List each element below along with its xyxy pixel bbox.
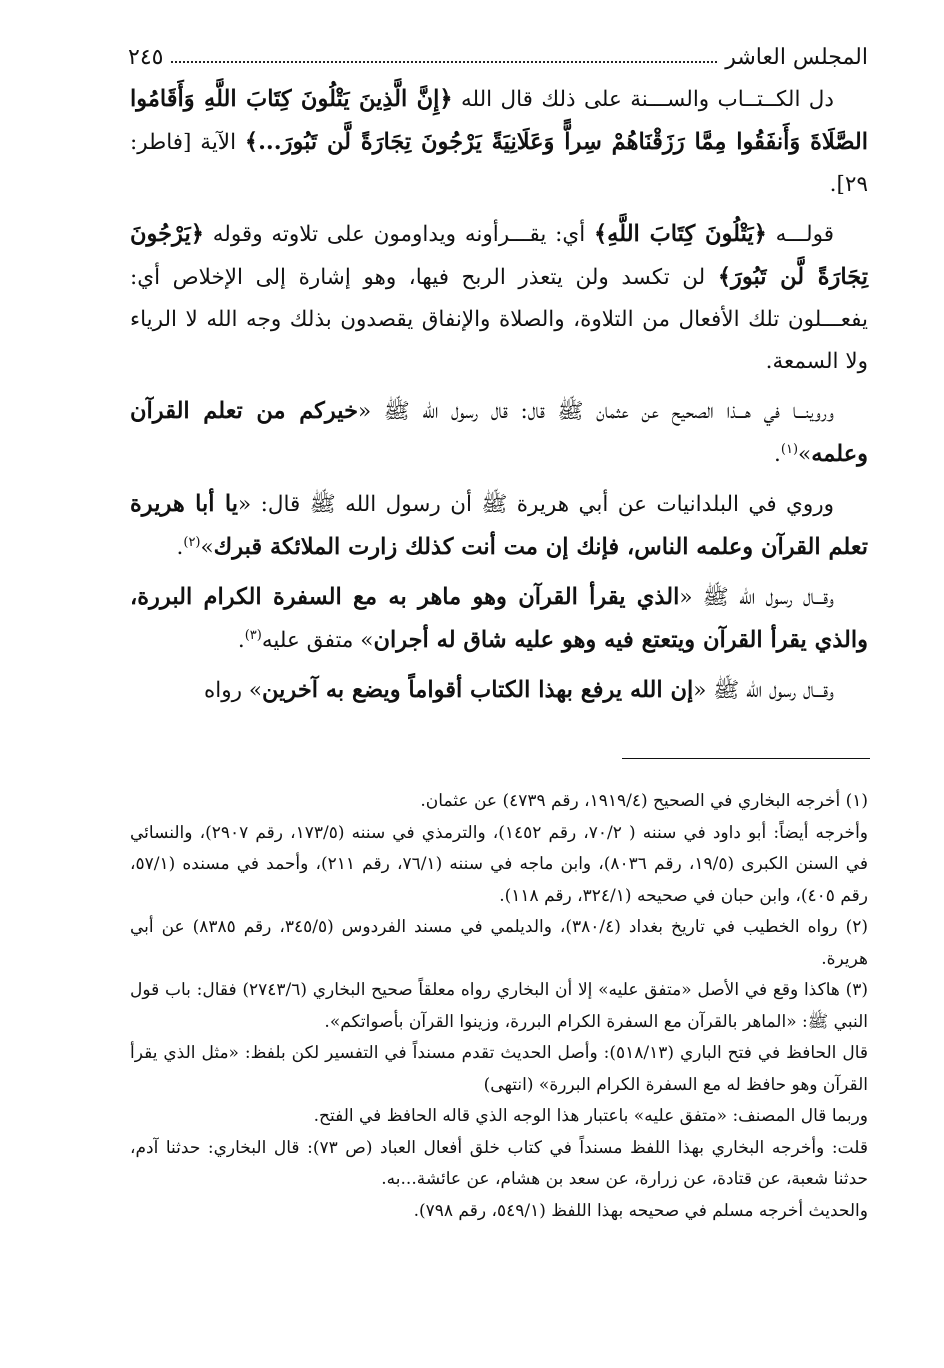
- page-header: [128, 36, 868, 70]
- body-paragraph: [130, 576, 868, 662]
- text-run: قولـــه: [766, 222, 834, 247]
- text-run: أي: يقـــرأونه ويداومون على تلاوته وقوله: [203, 222, 594, 247]
- text-run: .: [774, 442, 781, 467]
- footnote-line: قلت: وأخرجه البخاري بهذا اللفظ مسنداً في كتاب خلق أفعال العباد (ص ٧٣): قال البخاري: حدثنا آدم، حدثنا شعبة، عن قتادة، عن زرارة، عن سعد بن هشام، عن عائشة...به.: [130, 1137, 868, 1189]
- text-run: الآية [فاطر: ٢٩].: [130, 130, 868, 197]
- text-run: »: [798, 442, 812, 467]
- text-run: دل الكــتــاب والســـنة على ذلك قال الله: [452, 87, 835, 112]
- page-number: ٢٤٥: [128, 45, 164, 70]
- body-paragraph: [130, 669, 868, 712]
- text-run: وقـــال رسول الله ﷺ «: [693, 678, 834, 703]
- body-paragraph: [130, 78, 868, 206]
- footnote-line: (١) أخرجه البخاري في الصحيح (١٩١٩/٤، رقم ٤٧٣٩) عن عثمان.: [420, 791, 868, 811]
- footnote-line: وربما قال المصنف: «متفق عليه» باعتبار هذا الوجه الذي قاله الحافظ في الفتح.: [313, 1106, 868, 1126]
- body-paragraph: [130, 213, 868, 383]
- running-title: المجلس العاشر: [725, 45, 868, 70]
- footnote-line: (٣) هاكذا وقع في الأصل «متفق عليه» إلا أن البخاري رواه معلقاً صحيح البخاري (٢٧٤٣/٦) فقال: باب قول النبي ﷺ: «الماهر بالقرآن مع السفرة الكرام البررة، وزينوا القرآن بأصواتكم».: [130, 980, 868, 1032]
- quoted-text: ﴿إِنَّ الَّذِينَ يَتْلُونَ كِتَابَ اللَّهِ وَأَقَامُوا الصَّلَاةَ وَأَنفَقُوا مِمَّا رَزَقْنَاهُمْ سِراًّ وَعَلَانِيَةً يَرْجُونَ تِجَارَةً لَّن تَبُورَ...﴾: [130, 86, 868, 155]
- footnote-line: قال الحافظ في فتح الباري (٥١٨/١٣): وأصل الحديث تقدم مسنداً في التفسير لكن بلفظ: «مثل الذي يقرأ القرآن وهو حافظ له مع السفرة الكرام البررة» (انتهى): [130, 1043, 868, 1095]
- text-run: .: [176, 535, 184, 560]
- footnotes: [130, 786, 868, 1227]
- footnote-marker: (١): [780, 441, 799, 457]
- text-run: وروينـــا في هـــذا الصحيح عن عثمان ﷺ قال: قال رسول الله ﷺ «: [358, 399, 834, 424]
- quoted-text: ﴿يَرْجُونَ تِجَارَةً لَّن تَبُورَ﴾: [130, 221, 868, 290]
- footnote-line: والحديث أخرجه مسلم في صحيحه بهذا اللفظ (٥٤٩/١، رقم ٧٩٨).: [413, 1200, 868, 1221]
- text-run: » رواه: [204, 678, 263, 703]
- quoted-text: الذي يقرأ القرآن وهو ماهر به مع السفرة الكرام البررة، والذي يقرأ القرآن ويتعتع فيه وهو عليه شاق له أجران: [130, 584, 868, 653]
- text-run: » متفق عليه: [261, 628, 374, 653]
- text-run: .: [237, 628, 245, 653]
- footnote-marker: (٢): [183, 534, 201, 550]
- body-paragraph: [130, 390, 868, 476]
- body-paragraph: [130, 483, 868, 569]
- quoted-text: إن الله يرفع بهذا الكتاب أقواماً ويضع به آخرين: [262, 677, 694, 703]
- main-text: [130, 78, 868, 719]
- quoted-text: يا أبا هريرة تعلم القرآن وعلمه الناس، فإنك إن مت أنت كذلك زارت الملائكة قبرك: [130, 491, 868, 560]
- footnote-separator: [622, 758, 870, 759]
- quoted-text: خيركم من تعلم القرآن وعلمه: [130, 398, 868, 467]
- text-run: لن تكسد ولن يتعذر الربح فيها، وهو إشارة إلى الإخلاص أي: يفعـــلون تلك الأفعال من التلاوة، والصلاة والإنفاق يقصدون بذلك وجه الله لا الرياء ولا السمعة.: [130, 265, 868, 374]
- quoted-text: ﴿يَتْلُونَ كِتَابَ اللَّهِ﴾: [594, 221, 767, 247]
- text-run: وروي في البلدانيات عن أبي هريرة ﷺ أن رسول الله ﷺ قال: «: [238, 492, 834, 517]
- footnote-line: وأخرجه أيضاً: أبو داود في سننه ( ٧٠/٢، رقم ١٤٥٢)، والترمذي في سننه (١٧٣/٥، رقم ٢٩٠٧)، والنسائي في السنن الكبرى (١٩/٥، رقم ٨٠٣٦)، وابن ماجه في سننه (٧٦/١، رقم ٢١١)، وأحمد في مسنده (٥٧/١، رقم ٤٠٥)، وابن حبان في صحيحه (٣٢٤/١، رقم ١١٨).: [130, 822, 869, 906]
- header-dot-leader: [171, 61, 717, 63]
- text-run: »: [200, 535, 214, 560]
- footnote-line: (٢) رواه الخطيب في تاريخ بغداد (٣٨٠/٤)، والديلمي في مسند الفردوس (٣٤٥/٥، رقم ٨٣٨٥) عن أبي هريرة.: [130, 917, 869, 969]
- text-run: وقـــال رسول الله ﷺ «: [679, 585, 834, 610]
- footnote-marker: (٣): [244, 627, 262, 643]
